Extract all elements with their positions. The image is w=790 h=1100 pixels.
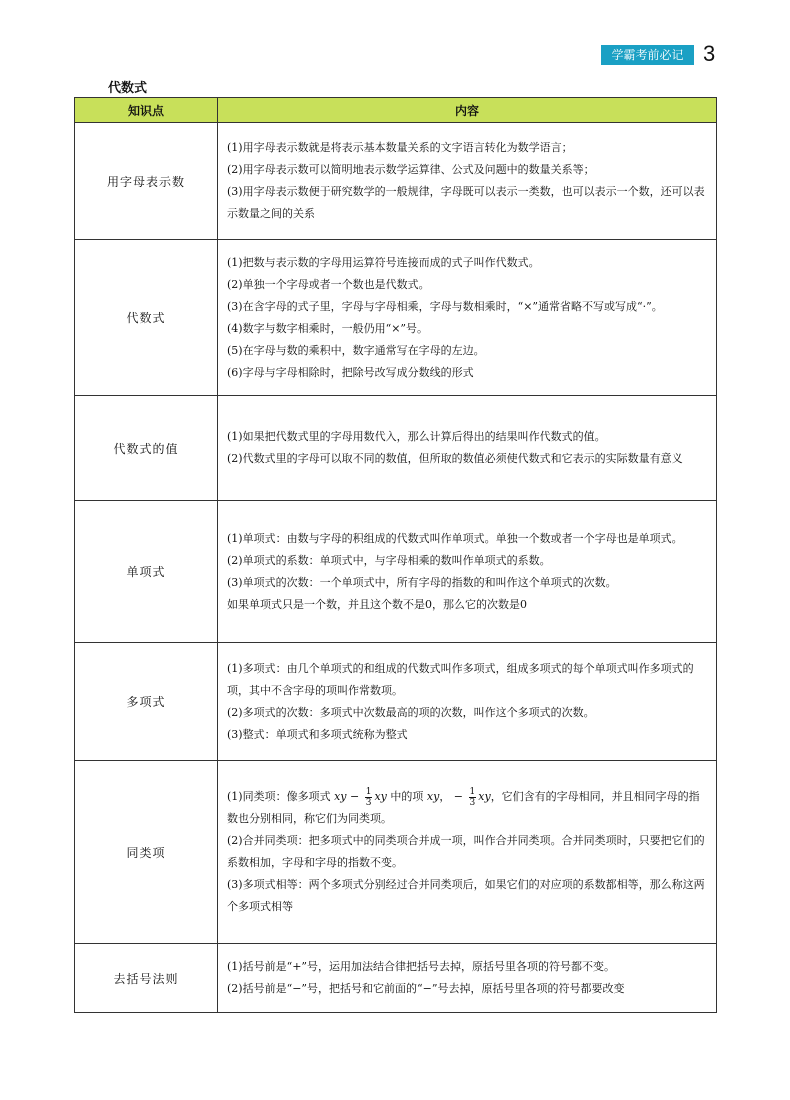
content-cell [218, 501, 717, 643]
topic-cell: 代数式 [75, 240, 218, 396]
content-cell [218, 396, 717, 501]
math-xy: xy [374, 790, 387, 803]
content-line: (1)如果把代数式里的字母用数代入，那么计算后得出的结果叫作代数式的值。 [227, 430, 606, 443]
table-header-row [75, 98, 717, 123]
table-row [75, 123, 717, 240]
topic-cell: 多项式 [75, 643, 218, 761]
content-line: (3)在含字母的式子里，字母与字母相乘，字母与数相乘时，“×”通常省略不写或写成“·”。 [227, 299, 663, 313]
content-line: (2)合并同类项：把多项式中的同类项合并成一项，叫作合并同类项。合并同类项时，只要把它们的系数相加，字母和字母的指数不变。 [227, 834, 705, 869]
content-line: (1)单项式：由数与字母的积组成的代数式叫作单项式。单独一个数或者一个字母也是单项式。 [227, 531, 683, 545]
knowledge-table [74, 97, 717, 1013]
content-cell [218, 643, 717, 761]
content-line: 如果单项式只是一个数，并且这个数不是0，那么它的次数是0 [227, 597, 527, 611]
content-cell [218, 761, 717, 944]
definition-text: (1)同类项：像多项式 [227, 790, 331, 803]
content-line: (2)单项式的系数：单项式中，与字母相乘的数叫作单项式的系数。 [227, 553, 551, 567]
content-line: (5)在字母与数的乘积中，数字通常写在字母的左边。 [227, 343, 485, 357]
math-xy: xy [426, 790, 440, 803]
content-line: (6)字母与字母相除时，把除号改写成分数线的形式 [227, 365, 474, 379]
content-line: (2)多项式的次数：多项式中次数最高的项的次数，叫作这个多项式的次数。 [227, 705, 595, 719]
content-line: (2)单独一个字母或者一个数也是代数式。 [227, 277, 430, 291]
content-line: (2)代数式里的字母可以取不同的数值，但所取的数值必须使代数式和它表示的实际数量有意义 [227, 452, 683, 465]
fraction-numerator: 1 [469, 786, 476, 797]
content-line: (1)括号前是“+”号，运用加法结合律把括号去掉，原括号里各项的符号都不变。 [227, 960, 616, 973]
fraction-numerator: 1 [365, 786, 372, 797]
topic-cell: 去括号法则 [75, 944, 218, 1013]
content-line: (4)数字与数字相乘时，一般仍用“×”号。 [227, 321, 429, 335]
header-knowledge-point: 知识点 [75, 98, 218, 123]
header-content: 内容 [218, 98, 717, 123]
header-badge: 学霸考前必记 [601, 45, 694, 65]
content-line: (3)用字母表示数便于研究数学的一般规律，字母既可以表示一类数，也可以表示一个数，还可以表示数量之间的关系 [227, 185, 705, 220]
similar-terms-definition [227, 786, 708, 830]
page-number: 3 [703, 41, 716, 66]
content-line: (1)把数与表示数的字母用运算符号连接而成的式子叫作代数式。 [227, 255, 540, 269]
table-row [75, 396, 717, 501]
table-row [75, 761, 717, 944]
table-row [75, 643, 717, 761]
content-line: (2)用字母表示数可以简明地表示数学运算律、公式及问题中的数量关系等； [227, 163, 595, 176]
math-xy: xy [478, 790, 491, 803]
topic-cell: 用字母表示数 [75, 123, 218, 240]
content-cell [218, 123, 717, 240]
content-cell [218, 240, 717, 396]
definition-text: 中的项 [390, 790, 424, 803]
content-line: (2)括号前是“−”号，把括号和它前面的“−”号去掉，原括号里各项的符号都要改变 [227, 982, 625, 995]
topic-cell: 单项式 [75, 501, 218, 643]
math-minus: − [346, 790, 363, 803]
section-title: 代数式 [108, 81, 148, 96]
table-row [75, 501, 717, 643]
content-line: (1)多项式：由几个单项式的和组成的代数式叫作多项式，组成多项式的每个单项式叫作多项式的项，其中不含字母的项叫作常数项。 [227, 661, 694, 697]
content-line: (3)多项式相等：两个多项式分别经过合并同类项后，如果它们的对应项的系数都相等，那么称这两个多项式相等 [227, 878, 705, 913]
content-cell [218, 944, 717, 1013]
content-line: (1)用字母表示数就是将表示基本数量关系的文字语言转化为数学语言； [227, 141, 573, 154]
content-line: (3)单项式的次数：一个单项式中，所有字母的指数的和叫作这个单项式的次数。 [227, 575, 617, 589]
table-row [75, 240, 717, 396]
definition-text: ，它们含有的字母相同，并且相同字母的指数也分别相同，称它们为同类项。 [227, 790, 700, 825]
content-line: (3)整式：单项式和多项式统称为整式 [227, 727, 408, 741]
fraction [365, 787, 373, 808]
fraction-denominator: 3 [469, 797, 476, 808]
fraction [469, 787, 477, 808]
topic-cell: 同类项 [75, 761, 218, 944]
topic-cell: 代数式的值 [75, 396, 218, 501]
math-minus: − [450, 790, 467, 803]
math-xy: xy [334, 790, 347, 803]
definition-text: ， [439, 790, 451, 803]
table-row [75, 944, 717, 1013]
fraction-denominator: 3 [365, 797, 372, 808]
